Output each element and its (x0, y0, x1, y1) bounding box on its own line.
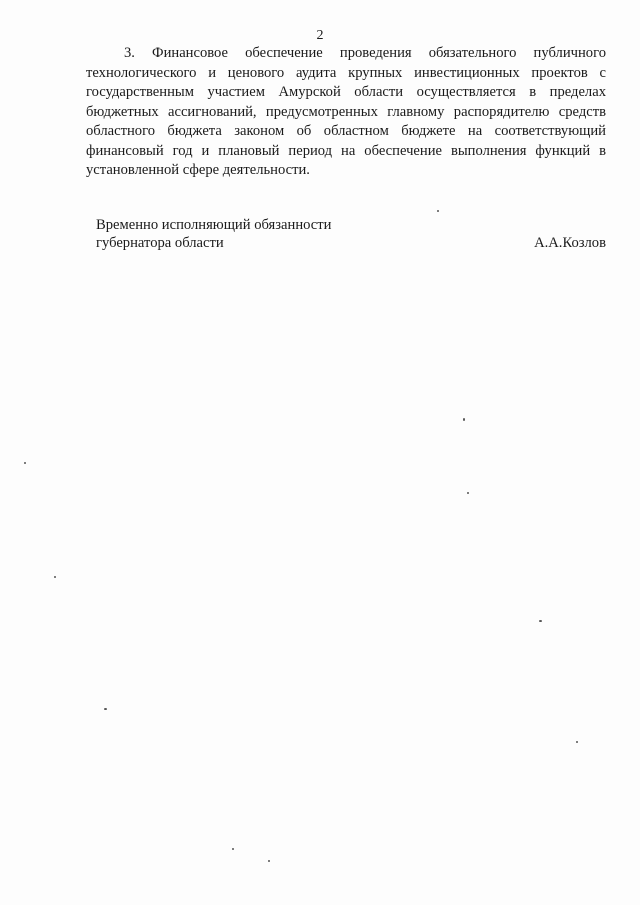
scan-speck (104, 708, 107, 710)
scan-speck (467, 492, 469, 494)
scan-speck (463, 418, 465, 421)
signature-block (96, 216, 606, 252)
scan-speck (232, 848, 234, 850)
signer-name: А.А.Козлов (534, 235, 606, 251)
signer-position-line1: Временно исполняющий обязанности (96, 217, 332, 233)
scan-speck (54, 576, 56, 578)
scan-speck (539, 620, 542, 622)
scan-speck (268, 860, 270, 862)
signer-position-line2: губернатора области (96, 235, 224, 251)
page-number: 2 (316, 28, 324, 43)
scan-speck (24, 462, 26, 464)
scan-speck (437, 210, 439, 212)
body-paragraph: 3. Финансовое обеспечение проведения обязательного публичного технологического и ценового аудита крупных инвестиционных проектов с государственным участием Амурской области осуществляется в пределах бюджетных ассигнований, предусмотренных главному распорядителю средств областного бюджета законом об областном бюджете на соответствующий финансовый год и плановый период на обеспечение выполнения функций в установленной сфере деятельности. (86, 45, 606, 178)
scan-speck (576, 741, 578, 743)
